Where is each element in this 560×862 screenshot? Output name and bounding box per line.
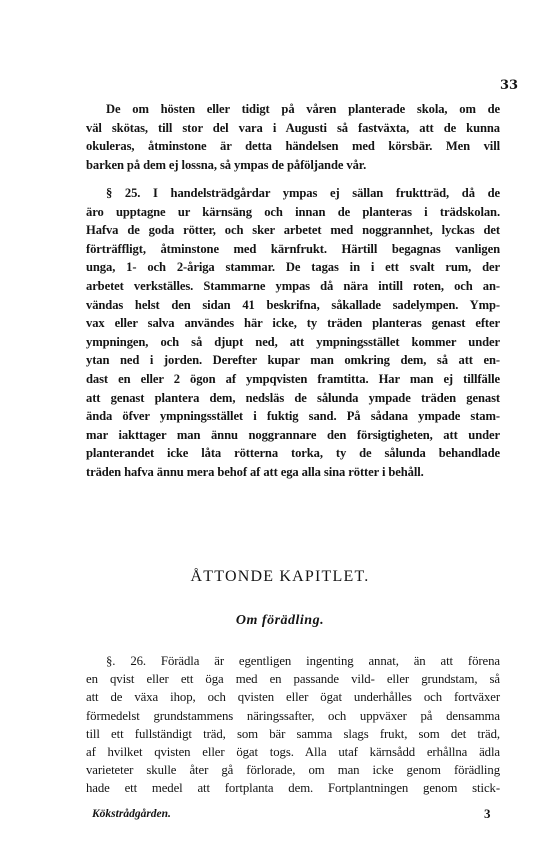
section-title: Om förädling. bbox=[235, 613, 325, 628]
paragraph-25-line: träden hafva ännu mera behof af att ega alla sina rötter i behåll. bbox=[86, 464, 424, 479]
paragraph-25 bbox=[86, 184, 500, 482]
paragraph-25-line: ympningen, och så djupt ned, att ympningsstället kommer under bbox=[86, 334, 500, 349]
paragraph-25-line: arbetet verkställes. Stammarne ympas då nära intill roten, och an- bbox=[86, 278, 500, 293]
paragraph-26-line: hade ett medel att fortplanta dem. Fortplantningen genom stick- bbox=[86, 781, 500, 796]
paragraph-25-line: förträffligt, åtminstone med kärnfrukt. Härtill begagnas vanligen bbox=[86, 241, 500, 256]
paragraph-25-line: ända öfver ympningsstället i fuktig sand. På sådana ympade stam- bbox=[86, 409, 500, 424]
paragraph-26-line: förmedelst grundstammens näringssafter, och uppväxer på densamma bbox=[86, 708, 500, 723]
paragraph-1-line: väl skötas, till stor del vara i Augusti så fastväxta, att de kunna bbox=[86, 120, 500, 135]
paragraph-25-line: § 25. I handelsträdgårdar ympas ej sällan fruktträd, då de bbox=[106, 186, 500, 200]
paragraph-25-line: äro upptagne ur kärnsäng och innan de planteras i trädskolan. bbox=[86, 204, 500, 219]
paragraph-25-line: mar iakttager man ännu noggrannare den försigtigheten, att under bbox=[86, 427, 500, 442]
page-number: 33 bbox=[500, 78, 519, 93]
paragraph-1-line: De om hösten eller tidigt på våren planterade skola, om de bbox=[106, 102, 500, 116]
paragraph-26-line: att de växa ihop, och qvisten eller ögat underhålles och fortväxer bbox=[86, 690, 500, 705]
footer-signature-mark: 3 bbox=[484, 806, 491, 821]
paragraph-26-line: till ett fullständigt träd, som bär samma slags frukt, som det träd, bbox=[86, 726, 500, 741]
paragraph-26-line: §. 26. Förädla är egentligen ingenting annat, än att förena bbox=[106, 654, 500, 668]
paragraph-1-line: barken på dem ej lossna, så ympas de påföljande vår. bbox=[86, 157, 367, 172]
chapter-title: ÅTTONDE KAPITLET. bbox=[190, 568, 370, 585]
paragraph-25-line: ytan ned i jorden. Derefter kupar man omkring dem, så att en- bbox=[86, 353, 500, 368]
paragraph-26-line: en qvist eller ett öga med en passande vild- eller grundstam, så bbox=[86, 672, 500, 687]
paragraph-25-line: att genast plantera dem, nedsläs de sålunda ympade träden genast bbox=[86, 390, 500, 405]
paragraph-1 bbox=[86, 100, 500, 174]
footer-book-title: Kökstrådgården. bbox=[92, 808, 171, 820]
paragraph-25-line: dast en eller 2 ögon af ympqvisten framtitta. Har man ej tillfälle bbox=[86, 371, 500, 386]
paragraph-25-line: planterandet icke låta rötterna torka, ty de sålunda behandlade bbox=[86, 446, 500, 461]
paragraph-25-line: unga, 1- och 2-åriga stammar. De tagas in i ett svalt rum, der bbox=[86, 260, 500, 275]
paragraph-26-line: af hvilket qvisten eller ögat togs. Alla utaf kärnsådd erhållna ädla bbox=[86, 745, 500, 760]
paragraph-1-line: okuleras, åtminstone är detta händelsen med körsbär. Men vill bbox=[86, 139, 500, 154]
paragraph-25-line: Hafva de goda rötter, och sker arbetet med noggrannhet, lyckas det bbox=[86, 223, 500, 238]
paragraph-25-line: vax eller salva användes här icke, ty träden planteras genast efter bbox=[86, 316, 500, 331]
paragraph-25-line: vändas helst den sidan 41 beskrifna, såkallade sadelympen. Ymp- bbox=[86, 297, 500, 312]
paragraph-26-line: varieteter skulle åter gå förlorade, om man icke genom förädling bbox=[86, 763, 500, 778]
paragraph-26 bbox=[86, 652, 500, 798]
